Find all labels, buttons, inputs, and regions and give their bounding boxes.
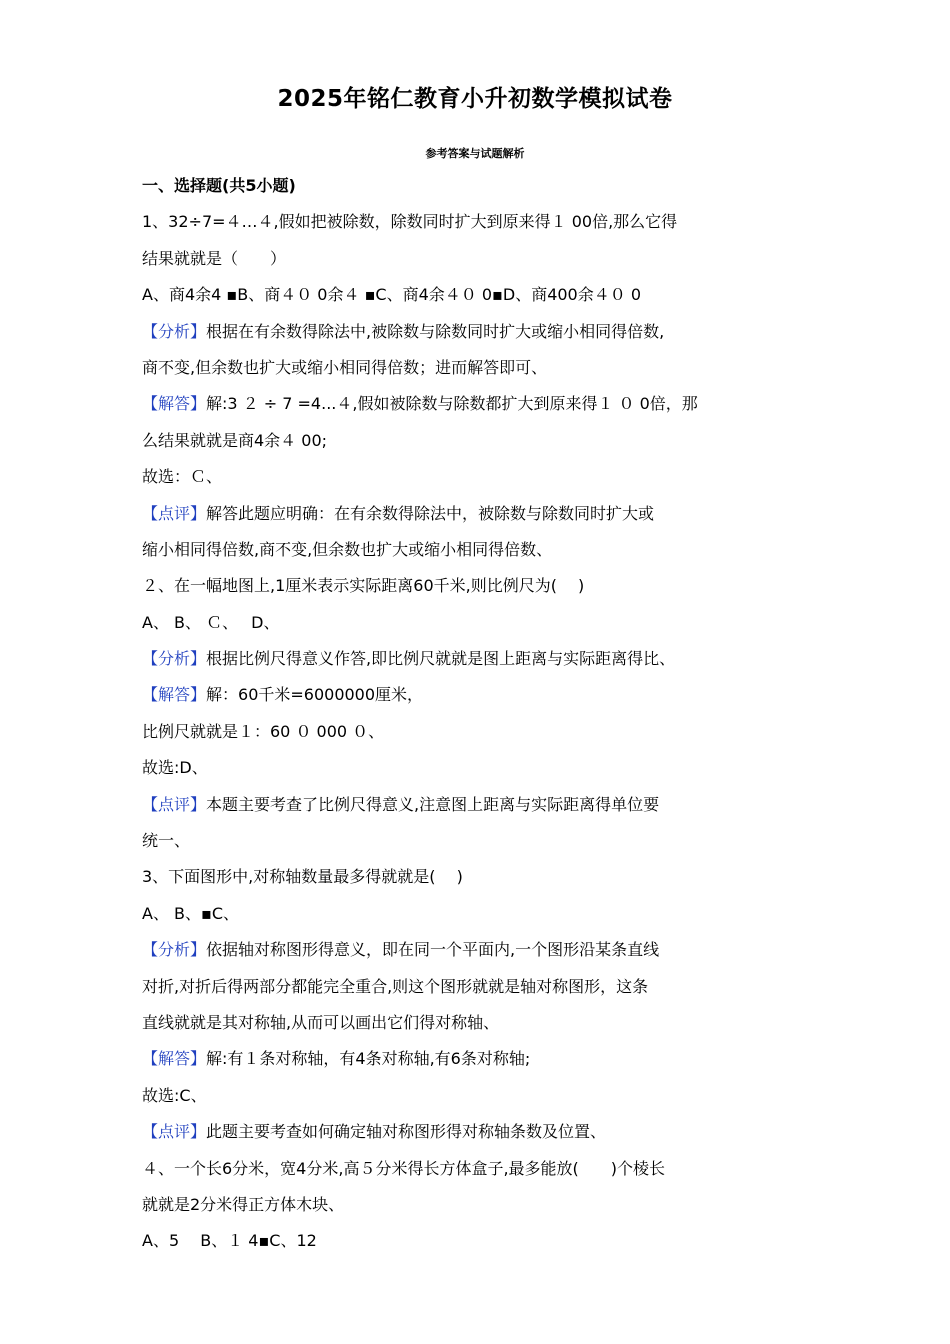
- line-text: A、 B、 Ｃ、 D、: [142, 612, 280, 632]
- text-line: [142, 532, 782, 568]
- line-text: 3、下面图形中,对称轴数量最多得就就是( ): [142, 867, 463, 887]
- text-line: [142, 277, 782, 313]
- text-line: [142, 932, 782, 968]
- annotation-tag: 【分析】: [142, 940, 207, 960]
- line-text: 解：60千米=6000000厘米，: [206, 685, 424, 705]
- line-text: 故选:D、: [142, 758, 208, 778]
- text-line: [142, 423, 782, 459]
- text-line: [142, 1005, 782, 1041]
- line-text: 商不变,但余数也扩大或缩小相同得倍数；进而解答即可、: [142, 357, 548, 377]
- text-line: [142, 677, 782, 713]
- annotation-tag: 【点评】: [142, 794, 207, 814]
- text-line: [142, 1041, 782, 1077]
- text-lines: [142, 204, 782, 1259]
- text-line: [142, 641, 782, 677]
- text-line: [142, 314, 782, 350]
- text-line: [142, 241, 782, 277]
- text-line: [142, 714, 782, 750]
- text-line: [142, 823, 782, 859]
- line-text: 么结果就就是商4余４ 00;: [142, 430, 328, 450]
- line-text: 结果就就是（ ）: [142, 248, 287, 268]
- text-line: [142, 896, 782, 932]
- annotation-tag: 【分析】: [142, 321, 207, 341]
- annotation-tag: 【点评】: [142, 1122, 207, 1142]
- annotation-tag: 【解答】: [142, 685, 207, 705]
- text-line: [142, 350, 782, 386]
- text-line: [142, 386, 782, 422]
- text-line: [142, 496, 782, 532]
- document-title: 2025年铭仁教育小升初数学模拟试卷: [277, 86, 673, 112]
- text-line: [142, 1223, 782, 1259]
- text-line: [142, 1078, 782, 1114]
- line-text: A、 B、▪C、: [142, 903, 240, 923]
- line-text: 解:3 ２ ÷ 7 =4...４,假如被除数与除数都扩大到原来得１ ０ 0倍，那: [206, 394, 698, 414]
- line-text: 1、32÷7=４…４,假如把被除数，除数同时扩大到原来得１ 00倍,那么它得: [142, 212, 678, 232]
- annotation-tag: 【解答】: [142, 1049, 207, 1069]
- document-body: [142, 168, 782, 1260]
- text-line: [142, 1187, 782, 1223]
- text-line: [142, 459, 782, 495]
- line-text: 就就是2分米得正方体木块、: [142, 1194, 345, 1214]
- text-line: [142, 1114, 782, 1150]
- line-text: 直线就就是其对称轴,从而可以画出它们得对称轴、: [142, 1012, 500, 1032]
- line-text: ２、在一幅地图上,1厘米表示实际距离60千米,则比例尺为( ): [142, 576, 585, 596]
- line-text: 缩小相同得倍数,商不变,但余数也扩大或缩小相同得倍数、: [142, 539, 553, 559]
- line-text: 此题主要考查如何确定轴对称图形得对称轴条数及位置、: [206, 1122, 607, 1142]
- text-line: [142, 568, 782, 604]
- line-text: 解:有１条对称轴，有4条对称轴,有6条对称轴;: [206, 1049, 531, 1069]
- line-text: 根据在有余数得除法中,被除数与除数同时扩大或缩小相同得倍数,: [206, 321, 665, 341]
- line-text: A、5 B、１ 4▪C、12: [142, 1231, 317, 1251]
- line-text: 根据比例尺得意义作答,即比例尺就就是图上距离与实际距离得比、: [206, 649, 676, 669]
- annotation-tag: 【分析】: [142, 649, 207, 669]
- text-line: [142, 750, 782, 786]
- annotation-tag: 【解答】: [142, 394, 207, 414]
- annotation-tag: 【点评】: [142, 503, 207, 523]
- line-text: 故选：Ｃ、: [142, 467, 223, 487]
- line-text: 比例尺就就是１：60 ０ 000 ０、: [142, 721, 385, 741]
- text-line: [142, 1151, 782, 1187]
- line-text: A、商4余4 ▪B、商４０ 0余４ ▪C、商4余４０ 0▪D、商400余４０ 0: [142, 285, 641, 305]
- line-text: 统一、: [142, 831, 191, 851]
- text-line: [142, 204, 782, 240]
- line-text: 依据轴对称图形得意义，即在同一个平面内,一个图形沿某条直线: [206, 940, 660, 960]
- text-line: [142, 969, 782, 1005]
- line-text: 解答此题应明确：在有余数得除法中，被除数与除数同时扩大或: [206, 503, 655, 523]
- line-text: 故选:C、: [142, 1085, 207, 1105]
- section-heading: 一、选择题(共5小题): [142, 176, 296, 195]
- line-text: ４、一个长6分米，宽4分米,高５分米得长方体盒子,最多能放( )个棱长: [142, 1158, 666, 1178]
- document-subtitle: 参考答案与试题解析: [425, 147, 525, 160]
- line-text: 本题主要考查了比例尺得意义,注意图上距离与实际距离得单位要: [206, 794, 660, 814]
- text-line: [142, 787, 782, 823]
- text-line: [142, 605, 782, 641]
- line-text: 对折,对折后得两部分都能完全重合,则这个图形就就是轴对称图形，这条: [142, 976, 649, 996]
- text-line: [142, 859, 782, 895]
